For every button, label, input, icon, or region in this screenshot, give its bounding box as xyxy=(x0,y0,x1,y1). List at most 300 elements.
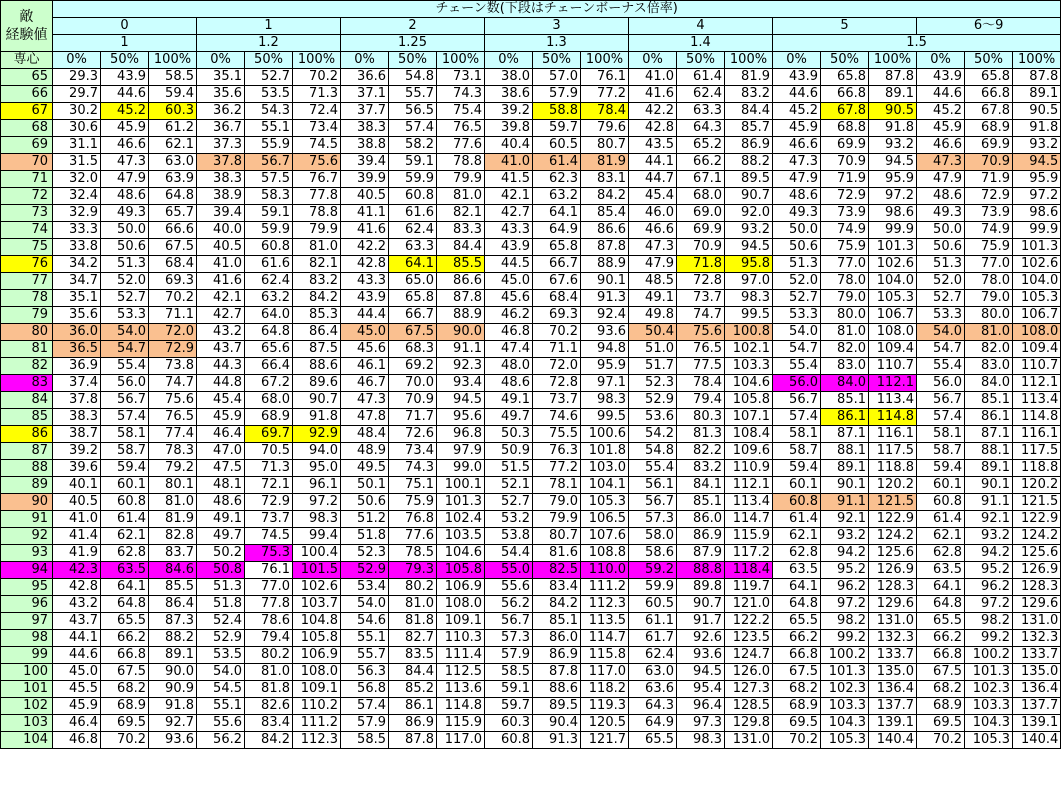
exp-cell: 78.4 xyxy=(581,103,629,120)
exp-cell: 79.0 xyxy=(533,494,581,511)
exp-cell: 56.0 xyxy=(101,375,149,392)
exp-cell: 66.8 xyxy=(821,86,869,103)
exp-cell: 51.3 xyxy=(197,579,245,596)
exp-cell: 62.4 xyxy=(389,222,437,239)
exp-cell: 70.9 xyxy=(965,154,1013,171)
table-row xyxy=(1,171,1061,188)
exp-cell: 70.0 xyxy=(389,375,437,392)
exp-cell: 63.5 xyxy=(101,562,149,579)
exp-cell: 47.9 xyxy=(773,171,821,188)
exp-cell: 42.8 xyxy=(53,579,101,596)
exp-cell: 81.9 xyxy=(149,511,197,528)
exp-cell: 39.9 xyxy=(341,171,389,188)
exp-cell: 32.4 xyxy=(53,188,101,205)
exp-cell: 72.4 xyxy=(293,103,341,120)
exp-cell: 54.0 xyxy=(101,324,149,341)
chain-row xyxy=(1,18,1061,35)
exp-value-label: 72 xyxy=(1,188,53,205)
exp-cell: 47.3 xyxy=(341,392,389,409)
exp-cell: 124.7 xyxy=(725,647,773,664)
exp-cell: 80.7 xyxy=(581,137,629,154)
exp-cell: 122.9 xyxy=(1013,511,1061,528)
exp-cell: 42.1 xyxy=(197,290,245,307)
exp-cell: 43.9 xyxy=(341,290,389,307)
exp-cell: 69.9 xyxy=(821,137,869,154)
exp-cell: 121.0 xyxy=(725,596,773,613)
exp-cell: 62.1 xyxy=(149,137,197,154)
exp-cell: 90.0 xyxy=(437,324,485,341)
exp-cell: 79.6 xyxy=(581,120,629,137)
exp-cell: 81.9 xyxy=(725,69,773,86)
exp-cell: 49.3 xyxy=(917,205,965,222)
exp-cell: 79.0 xyxy=(965,290,1013,307)
exp-cell: 45.2 xyxy=(917,103,965,120)
exp-cell: 49.8 xyxy=(629,307,677,324)
table-row xyxy=(1,732,1061,749)
exp-cell: 120.2 xyxy=(869,477,917,494)
exp-cell: 86.6 xyxy=(437,273,485,290)
exp-cell: 53.6 xyxy=(629,409,677,426)
exp-cell: 52.1 xyxy=(485,477,533,494)
exp-cell: 92.9 xyxy=(293,426,341,443)
exp-cell: 45.9 xyxy=(101,120,149,137)
exp-cell: 66.2 xyxy=(101,630,149,647)
exp-cell: 45.2 xyxy=(773,103,821,120)
exp-cell: 54.2 xyxy=(629,426,677,443)
exp-cell: 54.7 xyxy=(773,341,821,358)
exp-cell: 51.8 xyxy=(197,596,245,613)
exp-cell: 78.4 xyxy=(677,375,725,392)
exp-cell: 54.5 xyxy=(197,681,245,698)
exp-cell: 85.2 xyxy=(389,681,437,698)
exp-cell: 55.4 xyxy=(917,358,965,375)
exp-cell: 87.9 xyxy=(677,545,725,562)
exp-cell: 109.1 xyxy=(437,613,485,630)
exp-cell: 101.3 xyxy=(1013,239,1061,256)
exp-cell: 34.7 xyxy=(53,273,101,290)
exp-cell: 73.4 xyxy=(293,120,341,137)
exp-cell: 73.9 xyxy=(821,205,869,222)
exp-cell: 62.4 xyxy=(245,273,293,290)
exp-cell: 45.9 xyxy=(53,698,101,715)
exp-cell: 63.9 xyxy=(149,171,197,188)
exp-cell: 39.4 xyxy=(197,205,245,222)
exp-cell: 73.8 xyxy=(149,358,197,375)
exp-cell: 47.5 xyxy=(197,460,245,477)
exp-cell: 55.7 xyxy=(389,86,437,103)
exp-cell: 43.9 xyxy=(101,69,149,86)
percent-header: 100% xyxy=(1013,52,1061,69)
exp-cell: 101.3 xyxy=(437,494,485,511)
exp-cell: 69.5 xyxy=(101,715,149,732)
table-row xyxy=(1,103,1061,120)
exp-cell: 117.0 xyxy=(437,732,485,749)
exp-cell: 69.5 xyxy=(773,715,821,732)
exp-cell: 68.4 xyxy=(533,290,581,307)
table-row xyxy=(1,579,1061,596)
exp-cell: 81.0 xyxy=(389,596,437,613)
exp-cell: 85.1 xyxy=(677,494,725,511)
exp-cell: 50.6 xyxy=(917,239,965,256)
exp-cell: 110.9 xyxy=(725,460,773,477)
exp-cell: 121.5 xyxy=(869,494,917,511)
exp-value-label: 76 xyxy=(1,256,53,273)
exp-cell: 52.9 xyxy=(629,392,677,409)
exp-cell: 118.4 xyxy=(725,562,773,579)
exp-cell: 41.4 xyxy=(53,528,101,545)
exp-cell: 123.5 xyxy=(725,630,773,647)
exp-cell: 115.9 xyxy=(437,715,485,732)
exp-cell: 73.4 xyxy=(389,443,437,460)
percent-header: 0% xyxy=(341,52,389,69)
exp-cell: 84.6 xyxy=(149,562,197,579)
exp-cell: 135.0 xyxy=(1013,664,1061,681)
exp-cell: 69.5 xyxy=(917,715,965,732)
exp-cell: 89.8 xyxy=(677,579,725,596)
exp-cell: 49.1 xyxy=(485,392,533,409)
exp-cell: 131.0 xyxy=(869,613,917,630)
exp-cell: 93.2 xyxy=(869,137,917,154)
exp-cell: 46.8 xyxy=(53,732,101,749)
exp-cell: 73.7 xyxy=(533,392,581,409)
exp-cell: 70.2 xyxy=(101,732,149,749)
exp-cell: 36.6 xyxy=(341,69,389,86)
exp-cell: 103.5 xyxy=(437,528,485,545)
exp-cell: 85.4 xyxy=(581,205,629,222)
exp-cell: 94.5 xyxy=(725,239,773,256)
exp-cell: 85.5 xyxy=(437,256,485,273)
exp-cell: 52.9 xyxy=(341,562,389,579)
table-row xyxy=(1,460,1061,477)
exp-value-label: 98 xyxy=(1,630,53,647)
exp-cell: 62.8 xyxy=(917,545,965,562)
exp-value-label: 78 xyxy=(1,290,53,307)
exp-cell: 49.3 xyxy=(773,205,821,222)
exp-cell: 95.0 xyxy=(293,460,341,477)
exp-cell: 74.7 xyxy=(677,307,725,324)
exp-cell: 82.6 xyxy=(245,698,293,715)
exp-cell: 50.9 xyxy=(485,443,533,460)
exp-cell: 81.8 xyxy=(245,681,293,698)
exp-cell: 83.0 xyxy=(965,358,1013,375)
exp-value-label: 77 xyxy=(1,273,53,290)
exp-cell: 91.8 xyxy=(869,120,917,137)
exp-cell: 114.7 xyxy=(725,511,773,528)
exp-cell: 93.2 xyxy=(1013,137,1061,154)
exp-cell: 76.1 xyxy=(581,69,629,86)
exp-cell: 52.0 xyxy=(773,273,821,290)
exp-cell: 75.5 xyxy=(533,426,581,443)
exp-cell: 42.8 xyxy=(629,120,677,137)
exp-cell: 109.6 xyxy=(725,443,773,460)
exp-cell: 63.3 xyxy=(389,239,437,256)
exp-cell: 101.8 xyxy=(581,443,629,460)
exp-cell: 59.4 xyxy=(773,460,821,477)
exp-cell: 67.8 xyxy=(821,103,869,120)
multiplier-header: 1.4 xyxy=(629,35,773,52)
exp-cell: 68.9 xyxy=(245,409,293,426)
table-row xyxy=(1,120,1061,137)
exp-cell: 52.0 xyxy=(917,273,965,290)
exp-cell: 49.1 xyxy=(197,511,245,528)
exp-value-label: 69 xyxy=(1,137,53,154)
exp-cell: 64.1 xyxy=(101,579,149,596)
exp-cell: 84.2 xyxy=(533,596,581,613)
exp-cell: 68.4 xyxy=(149,256,197,273)
exp-cell: 106.7 xyxy=(1013,307,1061,324)
table-row xyxy=(1,307,1061,324)
exp-cell: 48.0 xyxy=(485,358,533,375)
exp-cell: 57.5 xyxy=(245,171,293,188)
exp-cell: 44.8 xyxy=(197,375,245,392)
exp-cell: 63.2 xyxy=(245,290,293,307)
exp-cell: 74.5 xyxy=(245,528,293,545)
exp-cell: 122.9 xyxy=(869,511,917,528)
exp-cell: 111.2 xyxy=(581,579,629,596)
exp-cell: 104.8 xyxy=(293,613,341,630)
exp-cell: 81.0 xyxy=(965,324,1013,341)
exp-cell: 82.7 xyxy=(389,630,437,647)
exp-cell: 55.1 xyxy=(341,630,389,647)
exp-cell: 56.3 xyxy=(341,664,389,681)
exp-cell: 80.2 xyxy=(389,579,437,596)
exp-value-label: 70 xyxy=(1,154,53,171)
exp-cell: 35.6 xyxy=(53,307,101,324)
exp-cell: 36.0 xyxy=(53,324,101,341)
exp-cell: 46.8 xyxy=(485,324,533,341)
exp-cell: 64.8 xyxy=(245,324,293,341)
exp-cell: 70.9 xyxy=(677,239,725,256)
title-row xyxy=(1,1,1061,18)
exp-cell: 94.5 xyxy=(437,392,485,409)
table-row xyxy=(1,630,1061,647)
exp-cell: 45.9 xyxy=(917,120,965,137)
exp-cell: 76.7 xyxy=(293,171,341,188)
exp-cell: 94.8 xyxy=(581,341,629,358)
exp-cell: 52.7 xyxy=(101,290,149,307)
exp-cell: 45.5 xyxy=(53,681,101,698)
exp-cell: 89.6 xyxy=(293,375,341,392)
exp-cell: 70.9 xyxy=(821,154,869,171)
exp-cell: 38.0 xyxy=(485,69,533,86)
exp-cell: 129.6 xyxy=(869,596,917,613)
exp-cell: 66.2 xyxy=(773,630,821,647)
exp-cell: 89.1 xyxy=(965,460,1013,477)
exp-cell: 140.4 xyxy=(869,732,917,749)
percent-header: 100% xyxy=(869,52,917,69)
exp-cell: 61.4 xyxy=(533,154,581,171)
exp-cell: 60.8 xyxy=(485,732,533,749)
percent-header: 100% xyxy=(725,52,773,69)
exp-cell: 83.5 xyxy=(389,647,437,664)
exp-cell: 51.0 xyxy=(629,341,677,358)
exp-cell: 91.3 xyxy=(533,732,581,749)
exp-cell: 90.1 xyxy=(821,477,869,494)
exp-cell: 60.8 xyxy=(101,494,149,511)
exp-cell: 78.8 xyxy=(437,154,485,171)
exp-cell: 104.3 xyxy=(821,715,869,732)
exp-cell: 76.5 xyxy=(149,409,197,426)
percent-header: 0% xyxy=(917,52,965,69)
exp-cell: 75.6 xyxy=(149,392,197,409)
exp-value-label: 103 xyxy=(1,715,53,732)
exp-value-label: 68 xyxy=(1,120,53,137)
exp-cell: 65.5 xyxy=(629,732,677,749)
exp-cell: 88.8 xyxy=(677,562,725,579)
exp-cell: 44.6 xyxy=(101,86,149,103)
exp-cell: 128.3 xyxy=(1013,579,1061,596)
exp-cell: 139.1 xyxy=(869,715,917,732)
exp-cell: 115.9 xyxy=(725,528,773,545)
percent-header: 0% xyxy=(53,52,101,69)
exp-cell: 91.1 xyxy=(965,494,1013,511)
exp-cell: 91.8 xyxy=(149,698,197,715)
exp-value-label: 81 xyxy=(1,341,53,358)
exp-cell: 37.3 xyxy=(197,137,245,154)
exp-cell: 112.3 xyxy=(293,732,341,749)
exp-cell: 38.7 xyxy=(53,426,101,443)
exp-cell: 97.0 xyxy=(725,273,773,290)
exp-cell: 75.9 xyxy=(821,239,869,256)
exp-cell: 84.4 xyxy=(389,664,437,681)
percent-row xyxy=(1,52,1061,69)
exp-cell: 77.2 xyxy=(581,86,629,103)
exp-cell: 33.3 xyxy=(53,222,101,239)
exp-cell: 60.1 xyxy=(773,477,821,494)
exp-cell: 71.1 xyxy=(149,307,197,324)
exp-cell: 85.5 xyxy=(149,579,197,596)
exp-cell: 77.0 xyxy=(965,256,1013,273)
exp-cell: 49.3 xyxy=(101,205,149,222)
exp-cell: 98.2 xyxy=(965,613,1013,630)
table-row xyxy=(1,647,1061,664)
chain-header: 5 xyxy=(773,18,917,35)
exp-cell: 59.2 xyxy=(629,562,677,579)
exp-cell: 96.4 xyxy=(677,698,725,715)
exp-cell: 34.2 xyxy=(53,256,101,273)
exp-cell: 90.5 xyxy=(869,103,917,120)
exp-cell: 131.0 xyxy=(725,732,773,749)
table-row xyxy=(1,409,1061,426)
exp-cell: 63.0 xyxy=(149,154,197,171)
exp-cell: 57.0 xyxy=(533,69,581,86)
exp-cell: 108.0 xyxy=(869,324,917,341)
table-row xyxy=(1,545,1061,562)
exp-cell: 93.2 xyxy=(965,528,1013,545)
exp-cell: 99.5 xyxy=(725,307,773,324)
exp-cell: 110.2 xyxy=(293,698,341,715)
exp-cell: 97.2 xyxy=(965,596,1013,613)
exp-cell: 87.3 xyxy=(149,613,197,630)
exp-cell: 94.5 xyxy=(677,664,725,681)
exp-cell: 84.0 xyxy=(821,375,869,392)
exp-cell: 57.3 xyxy=(485,630,533,647)
exp-cell: 72.9 xyxy=(245,494,293,511)
multiplier-header: 1.3 xyxy=(485,35,629,52)
percent-header: 100% xyxy=(149,52,197,69)
exp-cell: 77.4 xyxy=(149,426,197,443)
exp-cell: 61.2 xyxy=(149,120,197,137)
exp-cell: 95.4 xyxy=(677,681,725,698)
exp-cell: 70.9 xyxy=(389,392,437,409)
exp-cell: 45.4 xyxy=(197,392,245,409)
exp-cell: 100.8 xyxy=(725,324,773,341)
exp-cell: 57.4 xyxy=(389,120,437,137)
exp-cell: 76.8 xyxy=(389,511,437,528)
exp-cell: 70.2 xyxy=(917,732,965,749)
exp-cell: 90.5 xyxy=(1013,103,1061,120)
exp-cell: 63.0 xyxy=(629,664,677,681)
exp-cell: 41.6 xyxy=(197,273,245,290)
exp-cell: 53.5 xyxy=(245,86,293,103)
exp-cell: 80.0 xyxy=(965,307,1013,324)
exp-cell: 86.9 xyxy=(677,528,725,545)
exp-cell: 62.4 xyxy=(677,86,725,103)
exp-cell: 56.7 xyxy=(773,392,821,409)
exp-cell: 73.7 xyxy=(245,511,293,528)
exp-cell: 79.2 xyxy=(149,460,197,477)
exp-cell: 30.6 xyxy=(53,120,101,137)
exp-cell: 92.3 xyxy=(437,358,485,375)
exp-value-label: 65 xyxy=(1,69,53,86)
exp-value-label: 67 xyxy=(1,103,53,120)
exp-cell: 86.1 xyxy=(821,409,869,426)
exp-cell: 45.0 xyxy=(53,664,101,681)
exp-cell: 65.7 xyxy=(149,205,197,222)
exp-cell: 104.3 xyxy=(965,715,1013,732)
table-row xyxy=(1,613,1061,630)
exp-cell: 68.2 xyxy=(101,681,149,698)
exp-cell: 44.1 xyxy=(629,154,677,171)
exp-cell: 46.1 xyxy=(341,358,389,375)
exp-cell: 59.1 xyxy=(389,154,437,171)
exp-cell: 135.0 xyxy=(869,664,917,681)
exp-cell: 49.5 xyxy=(341,460,389,477)
table-row xyxy=(1,205,1061,222)
exp-cell: 53.3 xyxy=(917,307,965,324)
exp-cell: 87.1 xyxy=(821,426,869,443)
exp-cell: 59.9 xyxy=(389,171,437,188)
exp-cell: 64.1 xyxy=(533,205,581,222)
exp-cell: 58.1 xyxy=(773,426,821,443)
exp-cell: 47.3 xyxy=(917,154,965,171)
exp-cell: 65.8 xyxy=(821,69,869,86)
exp-cell: 93.6 xyxy=(677,647,725,664)
exp-cell: 114.8 xyxy=(437,698,485,715)
exp-cell: 50.8 xyxy=(197,562,245,579)
exp-cell: 129.6 xyxy=(1013,596,1061,613)
exp-cell: 47.3 xyxy=(629,239,677,256)
exp-cell: 81.0 xyxy=(293,239,341,256)
exp-cell: 72.9 xyxy=(821,188,869,205)
exp-cell: 64.9 xyxy=(533,222,581,239)
exp-cell: 48.6 xyxy=(101,188,149,205)
exp-cell: 95.9 xyxy=(869,171,917,188)
exp-cell: 107.1 xyxy=(725,409,773,426)
exp-cell: 92.1 xyxy=(821,511,869,528)
exp-cell: 104.0 xyxy=(1013,273,1061,290)
exp-cell: 99.9 xyxy=(1013,222,1061,239)
exp-cell: 44.5 xyxy=(485,256,533,273)
table-row xyxy=(1,256,1061,273)
exp-cell: 104.6 xyxy=(725,375,773,392)
exp-cell: 43.2 xyxy=(53,596,101,613)
exp-cell: 29.7 xyxy=(53,86,101,103)
exp-cell: 85.1 xyxy=(533,613,581,630)
exp-cell: 43.7 xyxy=(53,613,101,630)
exp-cell: 72.8 xyxy=(677,273,725,290)
exp-cell: 43.2 xyxy=(197,324,245,341)
